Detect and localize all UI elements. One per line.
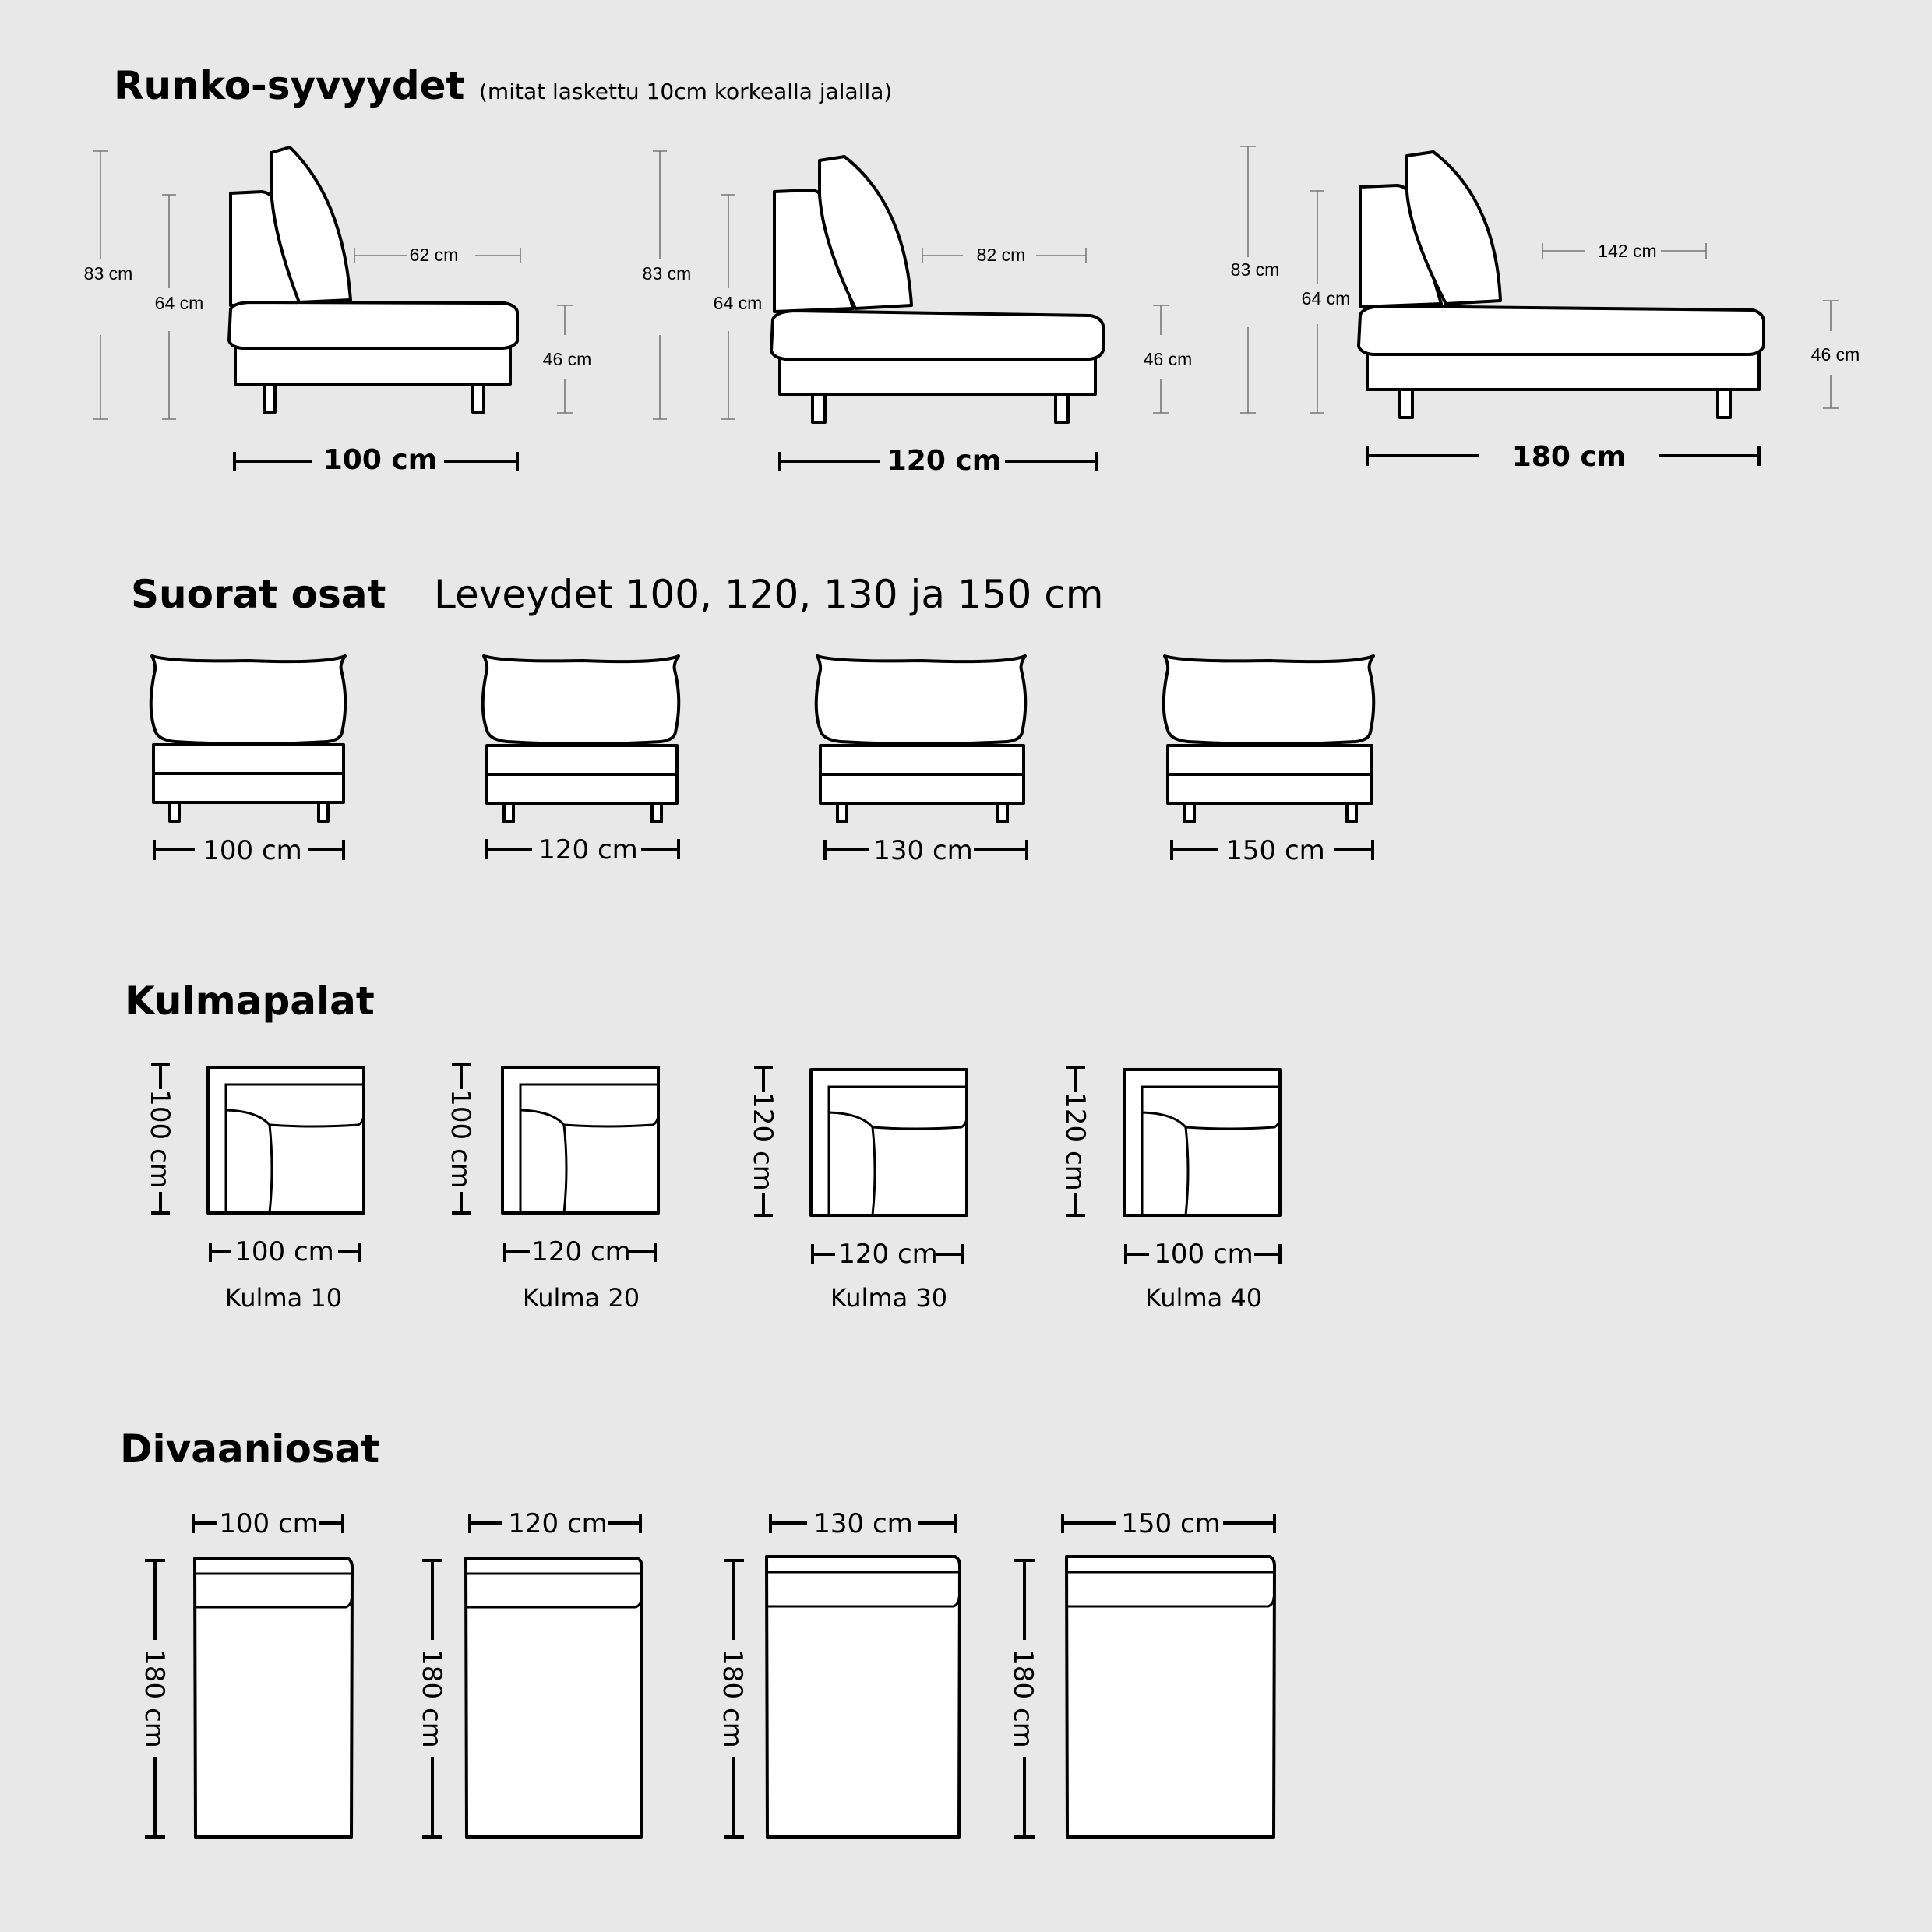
corner-name: Kulma 10 (224, 1283, 343, 1313)
length-label: 180 cm (139, 1648, 170, 1748)
corner-name: Kulma 30 (830, 1283, 948, 1313)
width-label: 120 cm (838, 1239, 938, 1270)
frame-base (780, 357, 1095, 394)
width-label: 100 cm (219, 1508, 319, 1539)
straight-parts-title: Suorat osat (131, 572, 386, 617)
width-label: 130 cm (873, 835, 973, 866)
total-height-label: 83 cm (642, 263, 692, 284)
width-label: 150 cm (1121, 1508, 1221, 1539)
back-cushion (151, 656, 346, 744)
depth-label: 120 cm (747, 1091, 778, 1191)
width-label: 120 cm (508, 1508, 608, 1539)
seat-depth-label: 62 cm (409, 245, 459, 265)
divan-part-150 (1007, 1508, 1274, 1837)
width-label: 120 cm (538, 834, 638, 866)
leg-back (1718, 390, 1730, 418)
back-height-label: 64 cm (154, 293, 204, 313)
straight-part-130 (816, 656, 1027, 866)
depth-label: 100 cm (445, 1089, 476, 1189)
length-label: 180 cm (416, 1648, 447, 1748)
frame (1168, 774, 1372, 803)
seat-cushion (487, 746, 677, 774)
corner-part-kulma-30 (747, 1067, 967, 1313)
side-view-120 (771, 157, 1103, 422)
frame (153, 774, 344, 802)
seat-cushion (1359, 306, 1764, 354)
width-label: 100 cm (203, 835, 302, 866)
width-label: 150 cm (1225, 835, 1325, 866)
total-height-label: 83 cm (1230, 259, 1280, 280)
depth-label: 180 cm (1511, 441, 1627, 473)
width-label: 100 cm (234, 1236, 334, 1267)
depth-label: 120 cm (887, 445, 1002, 477)
straight-part-120 (483, 656, 679, 866)
divan-parts-title: Divaaniosat (120, 1426, 380, 1472)
corner-part-kulma-10 (144, 1065, 364, 1313)
seat-cushion (771, 311, 1103, 359)
straight-part-100 (151, 656, 346, 866)
back-height-label: 64 cm (713, 293, 763, 313)
seat-cushion (229, 302, 517, 348)
length-label: 180 cm (1007, 1648, 1038, 1748)
corner-name: Kulma 40 (1144, 1283, 1263, 1313)
straight-parts-widths-note: Leveydet 100, 120, 130 ja 150 cm (434, 572, 1104, 617)
side-view-180 (1359, 152, 1764, 418)
length-label: 180 cm (717, 1648, 748, 1748)
back-height-label: 64 cm (1301, 288, 1351, 308)
seat-height-label: 46 cm (1143, 349, 1193, 369)
width-label: 130 cm (813, 1508, 913, 1539)
leg-front (264, 384, 275, 412)
back-cushion (483, 656, 679, 744)
frame (487, 774, 677, 803)
width-label: 100 cm (1154, 1239, 1253, 1270)
corner-name: Kulma 20 (522, 1283, 640, 1313)
seat-cushion (153, 745, 344, 774)
width-label: 120 cm (531, 1236, 631, 1267)
side-view-100 (229, 147, 517, 412)
leg-back (473, 384, 484, 412)
frame (820, 774, 1024, 803)
leg-front (1400, 390, 1412, 418)
back-cushion (1164, 656, 1374, 744)
depth-label: 120 cm (1059, 1091, 1091, 1191)
leg-front (813, 394, 825, 422)
divan-part-100 (139, 1508, 352, 1837)
frame-base (235, 346, 510, 384)
divan-part-130 (717, 1508, 960, 1837)
total-height-label: 83 cm (83, 263, 133, 284)
depth-label: 100 cm (323, 444, 438, 476)
corner-part-kulma-20 (445, 1065, 658, 1313)
corner-part-kulma-40 (1059, 1067, 1280, 1313)
seat-cushion (1168, 746, 1372, 774)
seat-depth-label: 82 cm (976, 245, 1026, 265)
frame-depths-note: (mitat laskettu 10cm korkealla jalalla) (479, 79, 893, 104)
seat-cushion (820, 746, 1024, 774)
straight-part-150 (1164, 656, 1374, 866)
leg-back (1056, 394, 1068, 422)
divan-part-120 (416, 1508, 642, 1837)
frame-base (1367, 352, 1759, 390)
seat-height-label: 46 cm (1810, 344, 1860, 365)
corner-parts-title: Kulmapalat (125, 978, 375, 1024)
frame-depths-title: Runko-syvyydet (114, 63, 465, 108)
seat-depth-label: 142 cm (1598, 241, 1657, 261)
back-cushion (816, 656, 1026, 744)
depth-label: 100 cm (144, 1089, 175, 1189)
seat-height-label: 46 cm (542, 349, 592, 369)
